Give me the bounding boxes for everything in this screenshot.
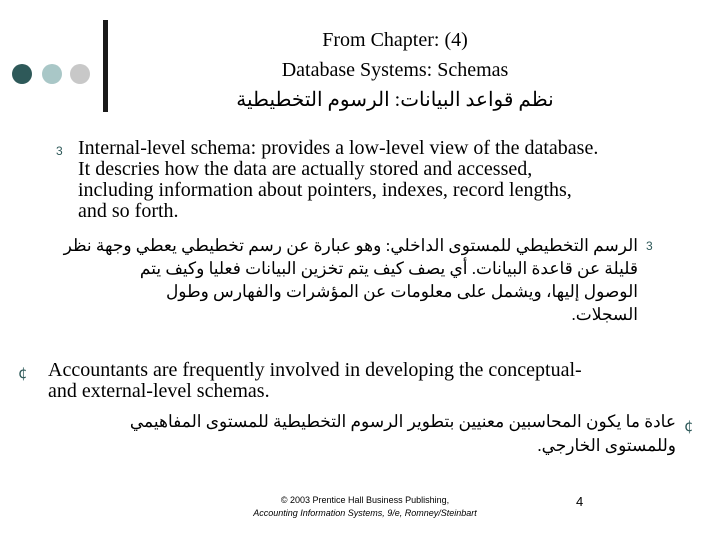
- footer-credit: [240, 494, 490, 520]
- title-line-2: Database Systems: Schemas: [281, 59, 509, 81]
- english-text-line: It descries how the data are actually stored and accessed,: [78, 158, 533, 180]
- section-number-arabic: 3: [646, 239, 653, 253]
- decorative-dot-light: [42, 64, 62, 84]
- footer-line-2: Accounting Information Systems, 9/e, Romney/Steinbart: [253, 508, 477, 518]
- decorative-dot-gray: [70, 64, 90, 84]
- decorative-dot-dark: [12, 64, 32, 84]
- bullet-text-line: and external-level schemas.: [48, 380, 270, 402]
- english-text-line: and so forth.: [78, 200, 179, 222]
- title-divider-line: [103, 20, 108, 112]
- title-line-1: From Chapter: (4): [322, 29, 468, 51]
- arabic-bullet-text-line: عادة ما يكون المحاسبين معنيين بتطوير الرسوم التخطيطية للمستوى المفاهيمي: [129, 412, 676, 431]
- section-number-english: 3: [56, 144, 63, 158]
- arabic-text-line: الرسم التخطيطي للمستوى الداخلي: وهو عبارة عن رسم تخطيطي يعطي وجهة نظر: [63, 236, 638, 255]
- arabic-text-line: السجلات.: [571, 305, 638, 324]
- arabic-bullet-text-line: وللمستوى الخارجي.: [537, 436, 676, 455]
- bullet-text-line: Accountants are frequently involved in developing the conceptual-: [48, 359, 582, 381]
- title-line-arabic: نظم قواعد البيانات: الرسوم التخطيطية: [236, 89, 554, 111]
- arabic-text-line: قليلة عن قاعدة البيانات. أي يصف كيف يتم تخزين البيانات فعليا وكيف يتم: [139, 259, 638, 278]
- arabic-text-line: الوصول إليها، ويشمل على معلومات عن المؤشرات والفهارس وطول: [165, 282, 638, 301]
- bullet-icon: ¢: [684, 417, 694, 435]
- page-number: 4: [576, 494, 584, 509]
- bullet-icon: ¢: [18, 364, 28, 382]
- footer-line-1: © 2003 Prentice Hall Business Publishing,: [280, 495, 450, 505]
- english-text-line: Internal-level schema: provides a low-level view of the database.: [78, 137, 599, 159]
- english-text-line: including information about pointers, indexes, record lengths,: [78, 179, 572, 201]
